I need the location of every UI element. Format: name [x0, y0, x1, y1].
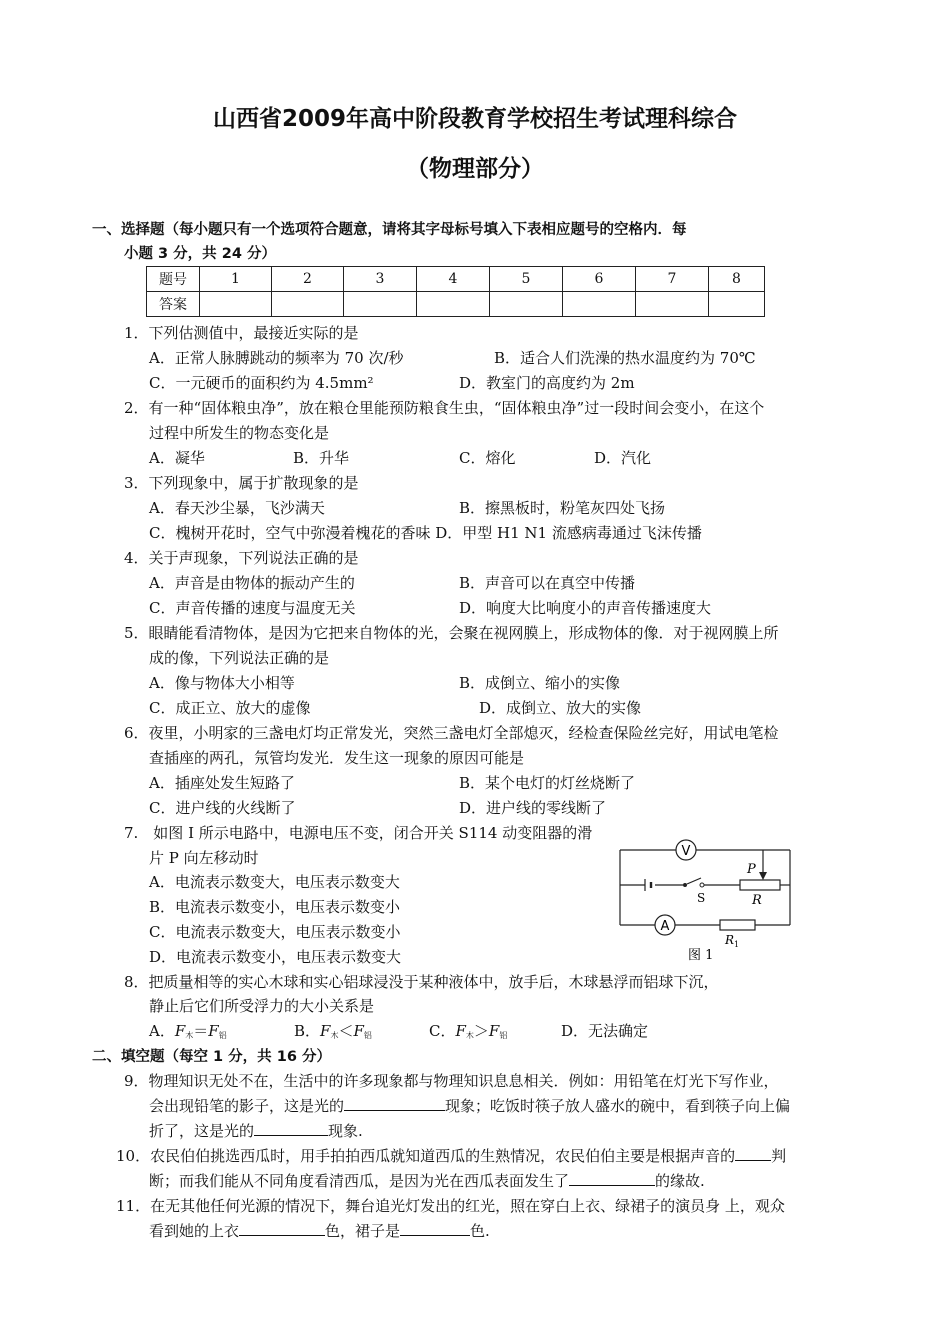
- label-r1: $R_1$: [725, 933, 740, 949]
- q1-option-a: A．正常人脉膊跳动的频率为 70 次/秒: [149, 349, 404, 367]
- q4-option-c: C．声音传播的速度与温度无关: [149, 599, 356, 617]
- q9-line1: 9．物理知识无处不在，生活中的许多现象都与物理知识息息相关．例如：用铅笔在灯光下写作业，: [124, 1072, 779, 1090]
- q5-option-c: C．成正立、放大的虚像: [149, 699, 311, 717]
- section1-heading-line1: 一、选择题（每小题只有一个选项符合题意，请将其字母标号填入下表相应题号的空格内．每: [92, 222, 687, 238]
- answer-cell[interactable]: [272, 292, 344, 317]
- q11-blank-2[interactable]: [400, 1221, 470, 1236]
- table-number-5: 5: [490, 267, 563, 292]
- page-subtitle: （物理部分）: [406, 156, 544, 182]
- q11-line1: 11．在无其他任何光源的情况下，舞台追光灯发出的红光，照在穿白上衣、绿裙子的演员身 上，观众: [116, 1197, 785, 1215]
- q6-stem-line1: 6．夜里，小明家的三盏电灯均正常发光，突然三盏电灯全部熄灭，经检查保险丝完好，用试电笔检: [124, 724, 779, 742]
- q3-stem: 3．下列现象中，属于扩散现象的是: [124, 474, 359, 492]
- q2-option-a: A．凝华: [149, 449, 205, 467]
- q8-option-b: B．$F_木<F_铝$: [294, 1022, 372, 1040]
- label-r: R: [752, 893, 762, 908]
- q7-stem-line2: 片 P 向左移动时: [149, 849, 259, 867]
- table-number-3: 3: [344, 267, 417, 292]
- slider-arrow-icon: [759, 872, 767, 880]
- table-number-7: 7: [636, 267, 709, 292]
- q9-line3: 折了，这是光的 现象.: [149, 1122, 363, 1140]
- table-number-2: 2: [272, 267, 344, 292]
- q6-option-a: A．插座处发生短路了: [149, 774, 295, 792]
- table-label-answer: 答案: [147, 292, 200, 317]
- q4-option-d: D．响度大比响度小的声音传播速度大: [459, 599, 712, 617]
- answer-table-answer-row: [147, 292, 765, 317]
- q3-option-a: A．春天沙尘暴，飞沙满天: [149, 499, 325, 517]
- answer-cell[interactable]: [563, 292, 636, 317]
- q10-line1: 10．农民伯伯挑选西瓜时，用手拍拍西瓜就知道西瓜的生熟情况，农民伯伯主要是根据声音的 判: [116, 1147, 787, 1165]
- q8-stem-line1: 8．把质量相等的实心木球和实心铝球浸没于某种液体中，放手后，木球悬浮而铝球下沉，: [124, 973, 719, 991]
- q8-option-d: D．无法确定: [561, 1022, 649, 1040]
- voltmeter-label: V: [681, 844, 691, 859]
- answer-cell[interactable]: [200, 292, 272, 317]
- answer-table-number-row: [147, 267, 765, 292]
- q10-blank-1[interactable]: [735, 1146, 771, 1161]
- q9-blank-1[interactable]: [344, 1096, 445, 1111]
- q6-stem-line2: 查插座的两孔，氖管均发光．发生这一现象的原因可能是: [149, 749, 525, 767]
- answer-cell[interactable]: [709, 292, 765, 317]
- table-number-4: 4: [417, 267, 490, 292]
- section2-heading: 二、填空题（每空 1 分，共 16 分）: [92, 1049, 331, 1065]
- page-title: 山西省2009年高中阶段教育学校招生考试理科综合: [212, 106, 737, 132]
- q7-option-c: C．电流表示数变大，电压表示数变小: [149, 923, 401, 941]
- q11-blank-1[interactable]: [239, 1221, 325, 1236]
- q6-option-b: B．某个电灯的灯丝烧断了: [459, 774, 636, 792]
- answer-table: [146, 266, 765, 317]
- q8-option-c: C．$F_木>F_铝$: [429, 1022, 508, 1040]
- answer-cell[interactable]: [636, 292, 709, 317]
- q2-option-c: C．熔化: [459, 449, 516, 467]
- answer-cell[interactable]: [417, 292, 490, 317]
- resistor-r1: [720, 920, 755, 930]
- q4-stem: 4．关于声现象，下列说法正确的是: [124, 549, 359, 567]
- q10-blank-2[interactable]: [569, 1171, 655, 1186]
- q10-line2: 断；而我们能从不同角度看清西瓜，是因为光在西瓜表面发生了 的缘故.: [149, 1172, 705, 1190]
- q5-stem-line1: 5．眼睛能看清物体，是因为它把来自物体的光，会聚在视网膜上，形成物体的像．对于视网膜上所: [124, 624, 779, 642]
- q3-option-b: B．擦黑板时，粉笔灰四处飞扬: [459, 499, 666, 517]
- q4-option-a: A．声音是由物体的振动产生的: [149, 574, 355, 592]
- figure-caption: 图 1: [688, 948, 714, 963]
- label-p: P: [747, 862, 756, 877]
- table-number-1: 1: [200, 267, 272, 292]
- answer-cell[interactable]: [490, 292, 563, 317]
- section1-heading-line2: 小题 3 分，共 24 分）: [124, 246, 276, 262]
- q7-option-a: A．电流表示数变大，电压表示数变大: [149, 873, 400, 891]
- q4-option-b: B．声音可以在真空中传播: [459, 574, 636, 592]
- rheostat: [740, 880, 780, 890]
- q7-option-b: B．电流表示数变小，电压表示数变小: [149, 898, 401, 916]
- q5-option-d: D．成倒立、放大的实像: [479, 699, 642, 717]
- q11-line2: 看到她的上衣 色，裙子是 色.: [149, 1222, 490, 1240]
- label-s: S: [697, 891, 706, 905]
- table-label-number: 题号: [147, 267, 200, 292]
- answer-cell[interactable]: [344, 292, 417, 317]
- q9-line2: 会出现铅笔的影子，这是光的 现象；吃饭时筷子放人盛水的碗中，看到筷子向上偏: [149, 1097, 791, 1115]
- q7-stem-line1: 7. 如图 I 所示电路中，电源电压不变，闭合开关 S114 动变阻器的滑: [124, 824, 593, 842]
- q2-stem-line2: 过程中所发生的物态变化是: [149, 424, 330, 442]
- q1-option-c: C．一元硬币的面积约为 4.5mm²: [149, 374, 374, 392]
- q8-stem-line2: 静止后它们所受浮力的大小关系是: [149, 997, 375, 1015]
- q2-stem-line1: 2．有一种“固体粮虫净”，放在粮仓里能预防粮食生虫，“固体粮虫净”过一段时间会变小，在这个: [124, 399, 765, 417]
- q2-option-d: D．汽化: [594, 449, 652, 467]
- q7-option-d: D．电流表示数变小，电压表示数变大: [149, 948, 402, 966]
- table-number-8: 8: [709, 267, 765, 292]
- circuit-diagram: [615, 838, 795, 963]
- q6-option-d: D．进户线的零线断了: [459, 799, 607, 817]
- ammeter-label: A: [660, 919, 670, 934]
- table-number-6: 6: [563, 267, 636, 292]
- q6-option-c: C．进户线的火线断了: [149, 799, 296, 817]
- q5-option-b: B．成倒立、缩小的实像: [459, 674, 621, 692]
- q1-option-d: D．教室门的高度约为 2m: [459, 374, 635, 392]
- q1-option-b: B．适合人们洗澡的热水温度约为 70℃: [494, 349, 756, 367]
- q8-option-a: A．$F_木=F_铝$: [149, 1022, 227, 1040]
- q3-option-cd: C．槐树开花时，空气中弥漫着槐花的香味 D．甲型 H1 N1 流感病毒通过飞沫传播: [149, 524, 702, 542]
- switch-icon: [683, 878, 704, 887]
- q1-stem: 1．下列估测值中，最接近实际的是: [124, 324, 359, 342]
- q5-option-a: A．像与物体大小相等: [149, 674, 295, 692]
- q9-blank-2[interactable]: [254, 1121, 328, 1136]
- q5-stem-line2: 成的像，下列说法正确的是: [149, 649, 330, 667]
- q2-option-b: B．升华: [293, 449, 350, 467]
